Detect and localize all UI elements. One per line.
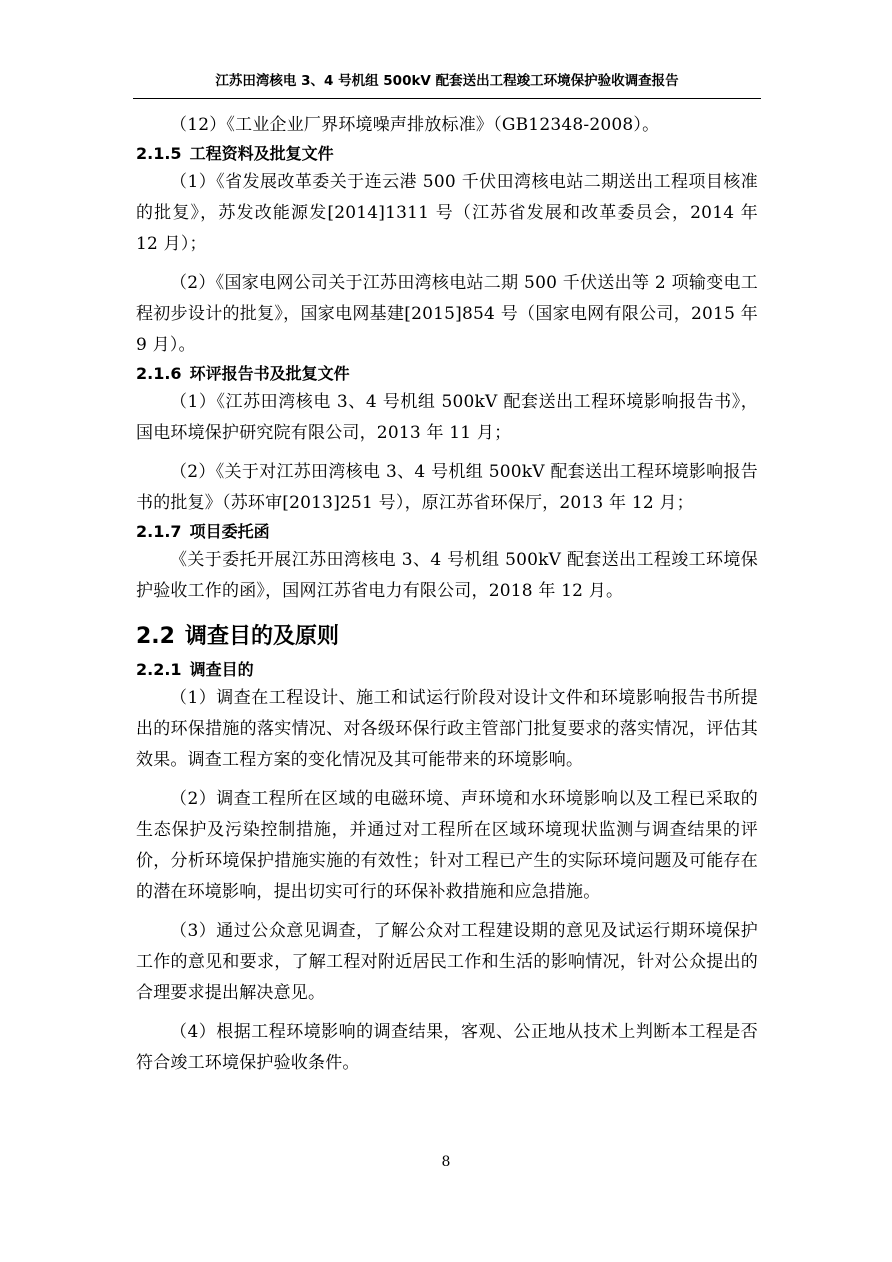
- page-body: [136, 110, 758, 1079]
- heading-title: 调查目的: [189, 660, 254, 679]
- heading-title: 调查目的及原则: [184, 624, 339, 649]
- purpose-item-1: （1）调查在工程设计、施工和试运行阶段对设计文件和环境影响报告书所提出的环保措施的落实情况、对各级环保行政主管部门批复要求的落实情况，评估其效果。调查工程方案的变化情况及其可能带来的环境影响。: [136, 688, 758, 770]
- approval-item-2: （2）《国家电网公司关于江苏田湾核电站二期 500 千伏送出等 2 项输变电工程初步设计的批复》，国家电网基建[2015]854 号（国家电网有限公司，2015 年 9 月）。: [136, 273, 758, 355]
- eia-item-2: （2）《关于对江苏田湾核电 3、4 号机组 500kV 配套送出工程环境影响报告书的批复》（苏环审[2013]251 号），原江苏省环保厅，2013 年 12 月；: [136, 462, 758, 513]
- heading-number: 2.1.7: [136, 522, 182, 541]
- standard-item-12: （12）《工业企业厂界环境噪声排放标准》（GB12348-2008）。: [170, 115, 660, 135]
- eia-item-1: （1）《江苏田湾核电 3、4 号机组 500kV 配套送出工程环境影响报告书》，国电环境保护研究院有限公司，2013 年 11 月；: [136, 392, 758, 443]
- commission-letter: 《关于委托开展江苏田湾核电 3、4 号机组 500kV 配套送出工程竣工环境保护验收工作的函》，国网江苏省电力有限公司，2018 年 12 月。: [136, 550, 758, 601]
- approval-item-1: （1）《省发展改革委关于连云港 500 千伏田湾核电站二期送出工程项目核准的批复》，苏发改能源发[2014]1311 号（江苏省发展和改革委员会，2014 年 12 月）；: [136, 172, 758, 254]
- heading-number: 2.1.6: [136, 364, 182, 383]
- heading-title: 项目委托函: [189, 522, 270, 541]
- heading-2-2: [136, 617, 758, 657]
- heading-2-1-6: [136, 361, 758, 387]
- heading-title: 工程资料及批复文件: [189, 144, 334, 163]
- running-header: 江苏田湾核电 3、4 号机组 500kV 配套送出工程竣工环境保护验收调查报告: [215, 73, 679, 89]
- page-number: 8: [441, 1154, 451, 1170]
- heading-number: 2.2: [136, 624, 175, 649]
- heading-2-1-7: [136, 519, 758, 545]
- purpose-item-2: （2）调查工程所在区域的电磁环境、声环境和水环境影响以及工程已采取的生态保护及污染控制措施，并通过对工程所在区域环境现状监测与调查结果的评价，分析环境保护措施实施的有效性；针对工程已产生的实际环境问题及可能存在的潜在环境影响，提出切实可行的环保补救措施和应急措施。: [136, 789, 758, 902]
- purpose-item-4: （4）根据工程环境影响的调查结果，客观、公正地从技术上判断本工程是否符合竣工环境保护验收条件。: [136, 1022, 758, 1073]
- heading-number: 2.1.5: [136, 144, 182, 163]
- header-rule: [133, 98, 761, 99]
- heading-2-1-5: [136, 141, 758, 167]
- purpose-item-3: （3）通过公众意见调查，了解公众对工程建设期的意见及试运行期环境保护工作的意见和要求，了解工程对附近居民工作和生活的影响情况，针对公众提出的合理要求提出解决意见。: [136, 921, 758, 1003]
- heading-2-2-1: [136, 657, 758, 683]
- heading-number: 2.2.1: [136, 660, 182, 679]
- heading-title: 环评报告书及批复文件: [189, 364, 350, 383]
